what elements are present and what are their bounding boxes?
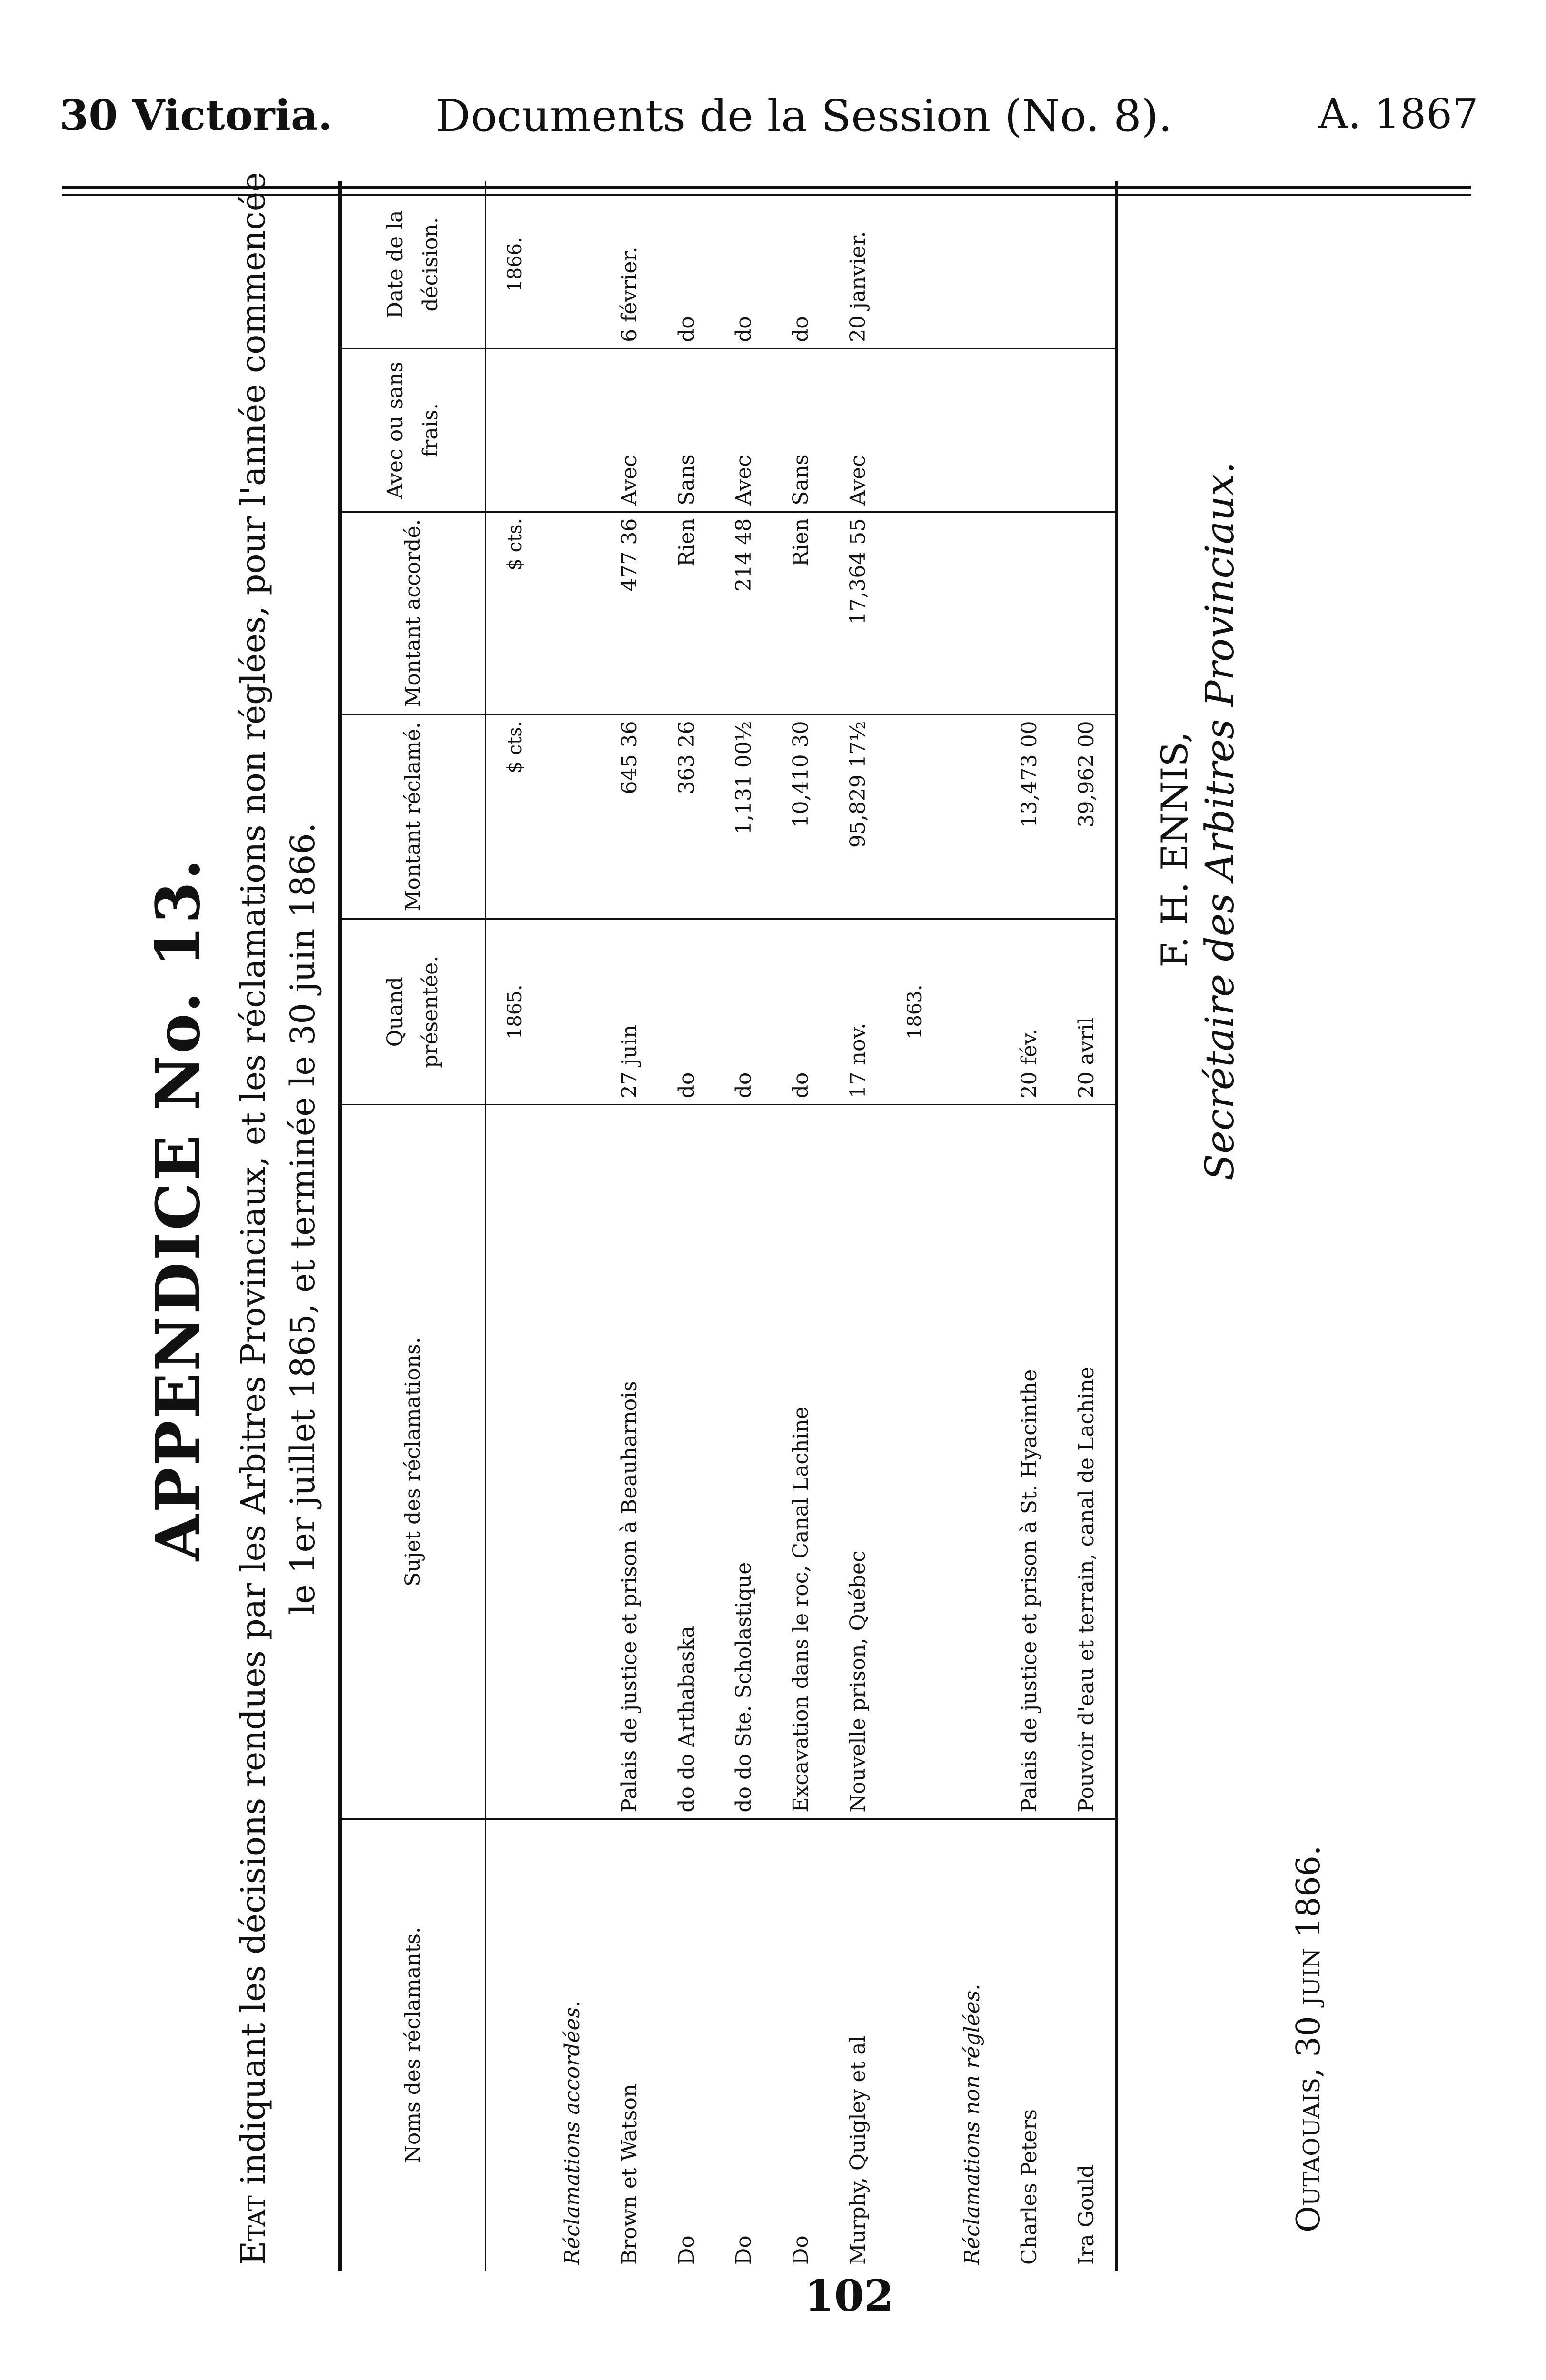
decision-date: do	[658, 181, 715, 348]
claim-date: 27 juin	[601, 919, 658, 1105]
col-header-names: Noms des réclamants.	[342, 1819, 486, 2271]
table-row	[1058, 181, 1116, 2271]
claim-subject: do do Arthabaska	[658, 1105, 715, 1819]
claimant-name: Brown et Watson	[617, 2083, 642, 2265]
section-label-pending: Réclamations non réglées.	[960, 1983, 984, 2265]
claim-subject: Nouvelle prison, Québec	[829, 1105, 886, 1819]
claimant-name: Murphy, Quigley et al	[845, 2035, 870, 2265]
statement-description	[228, 171, 327, 2266]
decision-date: do	[715, 181, 772, 348]
awarded-amount: 477 36	[601, 512, 658, 714]
decision-date-empty	[1058, 181, 1116, 348]
statement-text: indiquant les décisions rendues par les Arbitres Provinciaux, et les réclamations non réglées, pour l'année commencée le 1er juillet 1865, et terminée le 30 juin 1866.	[234, 172, 322, 2185]
table-row	[829, 181, 886, 2271]
costs: Sans	[772, 348, 829, 512]
claimant-name: Do	[731, 2235, 756, 2265]
units-row	[486, 181, 544, 2271]
claim-subject: Excavation dans le roc, Canal Lachine	[772, 1105, 829, 1819]
claims-table	[338, 181, 1118, 2271]
signatory-role: Secrétaire des Arbitres Provinciaux.	[1198, 461, 1243, 1180]
claimant-name: Ira Gould	[1058, 1819, 1116, 2271]
claim-date: 17 nov.	[829, 919, 886, 1105]
col-header-costs: Avec ou sans frais.	[342, 348, 486, 512]
col-header-subject: Sujet des réclamations.	[342, 1105, 486, 1819]
claim-amount: 1,131 00½	[715, 714, 772, 919]
col-header-awarded: Montant accordé.	[342, 512, 486, 714]
year-1866: 1866.	[486, 181, 544, 348]
unit-awarded: $ cts.	[486, 512, 544, 714]
header-title: Documents de la Session (No. 8).	[436, 90, 1172, 141]
decision-date-empty	[1001, 181, 1058, 348]
costs: Sans	[658, 348, 715, 512]
col-header-presented: Quand présentée.	[342, 919, 486, 1105]
year-row	[886, 181, 943, 2271]
header-volume: 30 Victoria.	[59, 90, 333, 140]
table-row	[601, 181, 658, 2271]
claim-date: do	[658, 919, 715, 1105]
section-accorded	[544, 181, 601, 2271]
claim-amount: 645 36	[601, 714, 658, 919]
awarded-amount: 214 48	[715, 512, 772, 714]
claim-amount: 39,962 00	[1058, 714, 1116, 919]
awarded-amount: Rien	[772, 512, 829, 714]
claim-subject: Palais de justice et prison à St. Hyacinthe	[1001, 1105, 1058, 1819]
awarded-amount: Rien	[658, 512, 715, 714]
awarded-amount-empty	[1058, 512, 1116, 714]
awarded-amount: 17,364 55	[829, 512, 886, 714]
appendix-title: APPENDICE No. 13.	[143, 857, 213, 1561]
section-pending	[943, 181, 1001, 2271]
claim-date: do	[772, 919, 829, 1105]
unit-claimed: $ cts.	[486, 714, 544, 919]
claimant-name: Charles Peters	[1017, 2109, 1041, 2265]
claim-subject: Pouvoir d'eau et terrain, canal de Lachine	[1058, 1105, 1116, 1819]
costs: Avec	[601, 348, 658, 512]
claim-amount: 363 26	[658, 714, 715, 919]
claimant-name: Do	[674, 2235, 699, 2265]
claim-date: 20 fév.	[1001, 919, 1058, 1105]
signature-block	[1152, 461, 1243, 1238]
table-row	[658, 181, 715, 2271]
costs-empty	[1001, 348, 1058, 512]
statement-lead: Etat	[234, 2195, 273, 2265]
col-header-claimed: Montant réclamé.	[342, 714, 486, 919]
col-header-decision-date: Date de la décision.	[342, 181, 486, 348]
place-date: Outaouais, 30 juin 1866.	[1290, 1845, 1328, 2232]
year-1865: 1865.	[486, 919, 544, 1105]
costs: Avec	[715, 348, 772, 512]
claim-amount: 95,829 17½	[829, 714, 886, 919]
decision-date: 6 février.	[601, 181, 658, 348]
claim-subject: Palais de justice et prison à Beauharnois	[601, 1105, 658, 1819]
claim-subject: do do Ste. Scholastique	[715, 1105, 772, 1819]
claimant-name: Do	[788, 2235, 813, 2265]
rotated-content	[71, 138, 1476, 2280]
decision-date: do	[772, 181, 829, 348]
claim-date: do	[715, 919, 772, 1105]
costs-empty	[1058, 348, 1116, 512]
costs: Avec	[829, 348, 886, 512]
year-1863: 1863.	[886, 919, 943, 1105]
section-label-accorded: Réclamations accordées.	[560, 2000, 585, 2265]
decision-date: 20 janvier.	[829, 181, 886, 348]
table-header-row	[342, 181, 486, 2271]
table-row	[715, 181, 772, 2271]
claim-date: 20 avril	[1058, 919, 1116, 1105]
page-number: 102	[804, 2271, 894, 2321]
claim-amount: 13,473 00	[1001, 714, 1058, 919]
awarded-amount-empty	[1001, 512, 1058, 714]
signatory-name: F. H. ENNIS,	[1153, 731, 1196, 968]
table-row	[1001, 181, 1058, 2271]
header-year: A. 1867	[1318, 90, 1478, 138]
table-row	[772, 181, 829, 2271]
claim-amount: 10,410 30	[772, 714, 829, 919]
